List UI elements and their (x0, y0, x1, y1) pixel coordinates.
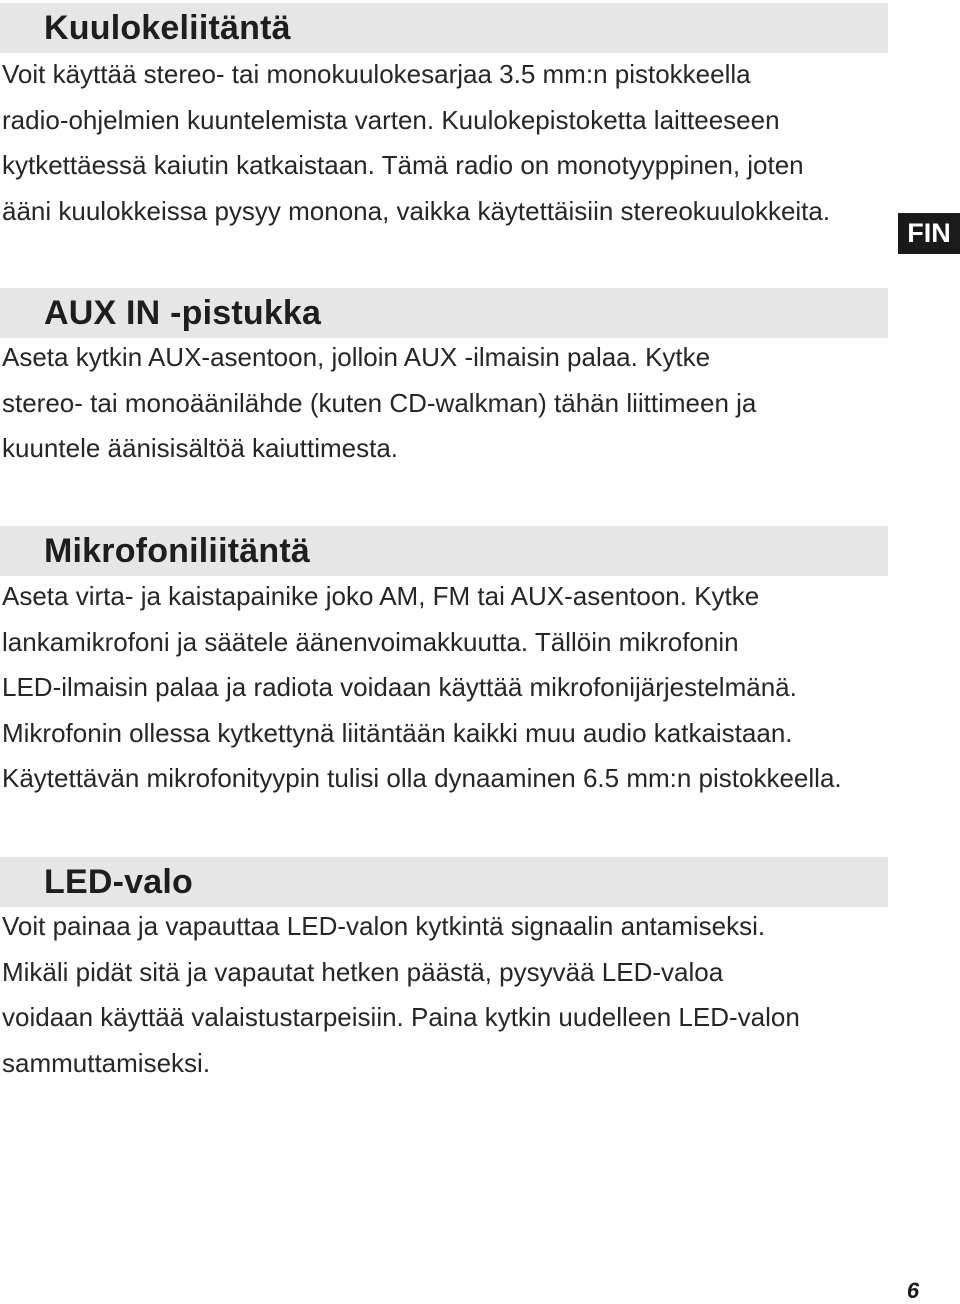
section-title: LED-valo (44, 862, 193, 901)
section-title: AUX IN -pistukka (44, 293, 322, 332)
section-header-headphone-jack (0, 3, 888, 53)
section-body-led-light: Voit painaa ja vapauttaa LED-valon kytkintä signaalin antamiseksi. Mikäli pidät sitä ja vapautat hetken päästä, pysyvää LED-valoa voidaan käyttää valaistustarpeisiin. Paina kytkin uudelleen LED-valon sammuttamiseksi. (2, 911, 800, 1078)
section-header-led-light (0, 857, 888, 907)
section-body-headphone-jack: Voit käyttää stereo- tai monokuulokesarjaa 3.5 mm:n pistokkeella radio-ohjelmien kuuntelemista varten. Kuulokepistoketta laitteeseen kytkettäessä kaiutin katkaistaan. Tämä radio on monotyyppinen, joten ääni kuulokkeissa pysyy monona, vaikka käytettäisiin stereokuulokkeita. (2, 59, 831, 226)
language-tag: FIN (898, 213, 960, 254)
section-title: Mikrofoniliitäntä (44, 531, 310, 570)
section-title: Kuulokeliitäntä (44, 8, 291, 47)
section-body-aux-in: Aseta kytkin AUX-asentoon, jolloin AUX -ilmaisin palaa. Kytke stereo- tai monoäänilähde (kuten CD-walkman) tähän liittimeen ja kuuntele äänisisältöä kaiuttimesta. (2, 342, 757, 463)
page-number: 6 (906, 1278, 920, 1303)
section-header-microphone-jack (0, 526, 888, 576)
section-header-aux-in (0, 288, 888, 338)
section-body-microphone-jack: Aseta virta- ja kaistapainike joko AM, FM tai AUX-asentoon. Kytke lankamikrofoni ja säätele äänenvoimakkuutta. Tällöin mikrofonin LED-ilmaisin palaa ja radiota voidaan käyttää mikrofonijärjestelmänä. Mikrofonin ollessa kytkettynä liitäntään kaikki muu audio katkaistaan. Käytettävän mikrofonityypin tulisi olla dynaaminen 6.5 mm:n pistokkeella. (2, 581, 842, 793)
